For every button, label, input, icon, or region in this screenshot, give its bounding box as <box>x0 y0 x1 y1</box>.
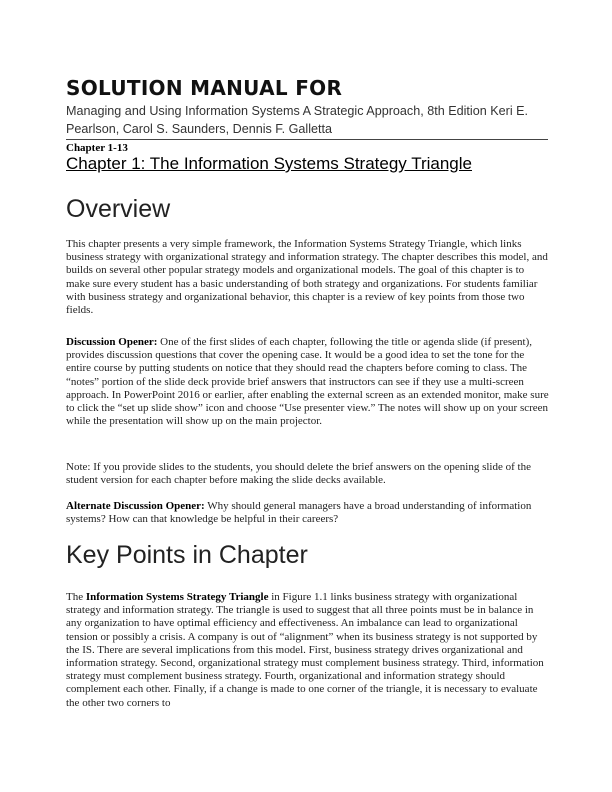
book-subtitle: Managing and Using Information Systems A Strategic Approach, 8th Edition Keri E. Pearlson, Carol S. Saunders, Dennis F. Galletta <box>66 104 529 136</box>
slides-note-paragraph: Note: If you provide slides to the students, you should delete the brief answers on the opening slide of the student version for each chapter before making the slide decks available. <box>66 461 531 487</box>
header-divider <box>66 139 548 140</box>
overview-intro-paragraph: This chapter presents a very simple framework, the Information Systems Strategy Triangle, which links business strategy with organizational strategy and information strategy. The chapter describes this model, and builds on several other popular strategy models and organizational models. The goal of this chapter is to make sure every student has a basic understanding of both strategy and organizations. For students familiar with business strategy and organizational behavior, this chapter is a review of key points from those two fields. <box>66 238 548 317</box>
alternate-opener-text: Why should general managers have a broad understanding of information systems? How can that knowledge be helpful in their careers? <box>66 500 532 526</box>
solution-manual-banner: SOLUTION MANUAL FOR <box>66 76 343 100</box>
key-points-term: Information Systems Strategy Triangle <box>85 591 269 603</box>
discussion-opener-label: Discussion Opener: <box>66 336 158 348</box>
alternate-opener-label: Alternate Discussion Opener: <box>66 500 205 512</box>
overview-heading: Overview <box>66 195 171 223</box>
key-points-lead: The <box>66 591 86 603</box>
alternate-opener-paragraph <box>66 500 550 526</box>
key-points-text: in Figure 1.1 links business strategy with organizational strategy and information strategy. The triangle is used to suggest that all three points must be in balance in any organization to have optimal efficiency and effectiveness. An imbalance can lead to organizational tension or possibly a crisis. A company is out of “alignment” when its business strategy is not supported by the IS. There are several implications from this model. First, business strategy drives organizational and information strategy. Second, organizational strategy must complement business strategy. Third, information strategy must complement business strategy. Fourth, organizational and information strategy should complement each other. Finally, if a change is made to one corner of the triangle, it is necessary to evaluate the other two corners to <box>66 591 544 709</box>
discussion-opener-paragraph <box>66 336 550 428</box>
key-points-heading: Key Points in Chapter <box>66 541 308 569</box>
key-points-paragraph <box>66 591 550 784</box>
chapter-range-label: Chapter 1-13 <box>66 142 128 154</box>
discussion-opener-text: One of the first slides of each chapter, following the title or agenda slide (if present), provides discussion questions that cover the opening case. It would be a good idea to set the tone for the entire course by putting students on notice that they should read the chapters before coming to class. The “notes” portion of the slide deck provide brief answers that instructors can see if they use a multi-screen approach. In PowerPoint 2016 or earlier, after enabling the external screen as an extended monitor, make sure to click the “set up slide show” icon and choose “Use presenter view.” The notes will show up on your screen while the presentation will show up on the main projector. <box>66 336 549 428</box>
chapter-title: Chapter 1: The Information Systems Strategy Triangle <box>66 154 472 173</box>
